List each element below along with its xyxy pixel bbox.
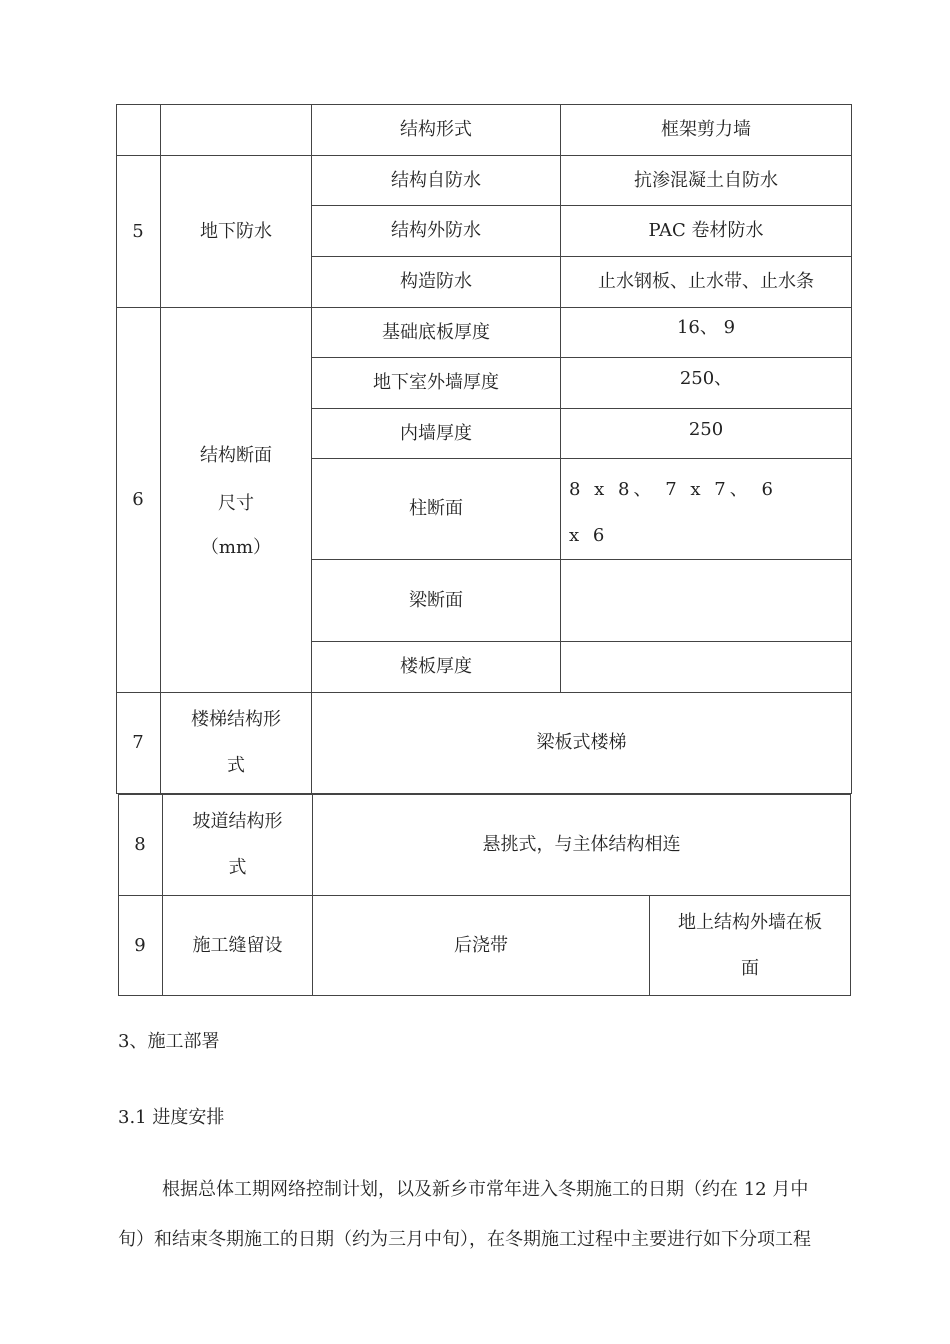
category-line: 楼梯结构形 xyxy=(191,709,281,730)
row-number-cell: 6 xyxy=(132,489,144,511)
category-line: 尺寸 xyxy=(218,493,254,514)
subsection-heading: 3.1 进度安排 xyxy=(118,1107,225,1128)
table-value-cell xyxy=(561,642,851,692)
category-line: （mm） xyxy=(200,537,272,558)
row-category-cell xyxy=(163,795,312,895)
table-item-cell: 结构自防水 xyxy=(391,169,481,191)
table-value-cell: 抗渗混凝土自防水 xyxy=(634,169,778,191)
category-line: 结构断面 xyxy=(200,445,272,466)
category-line: 式 xyxy=(227,755,245,776)
row-category-cell xyxy=(161,308,311,692)
table-item-cell: 结构外防水 xyxy=(391,220,481,242)
category-line: 坡道结构形 xyxy=(192,811,283,832)
extra-line: 面 xyxy=(741,957,759,979)
table-value-cell: 框架剪力墙 xyxy=(661,119,751,141)
section-heading: 3、施工部署 xyxy=(118,1031,220,1052)
extra-line: 地上结构外墙在板 xyxy=(678,911,822,933)
table-item-cell: 基础底板厚度 xyxy=(382,321,490,343)
row-number-cell: 9 xyxy=(134,934,146,956)
row4-number-cell xyxy=(116,105,160,155)
table-value-line: x 6 xyxy=(569,525,609,546)
table-value-cell: 梁板式楼梯 xyxy=(536,732,627,754)
row-category-cell xyxy=(161,693,311,793)
table-item-cell: 楼板厚度 xyxy=(400,656,472,678)
table-value-cell: 后浇带 xyxy=(454,934,508,956)
row4-name-cell xyxy=(161,105,311,155)
table-extra-cell xyxy=(650,896,850,995)
paragraph-line: 旬）和结束冬期施工的日期（约为三月中旬），在冬期施工过程中主要进行如下分项工程 xyxy=(118,1229,811,1250)
table-value-cell: 悬挑式，与主体结构相连 xyxy=(482,834,681,856)
row-number-cell: 7 xyxy=(132,732,144,754)
table-value-cell: 250、 xyxy=(679,368,733,390)
table-value-cell xyxy=(561,560,851,641)
table-item-cell: 内墙厚度 xyxy=(400,422,472,444)
table-value-cell: 250 xyxy=(688,419,724,441)
table-item-cell: 梁断面 xyxy=(409,589,463,611)
row-category-cell: 地下防水 xyxy=(200,220,272,242)
paragraph-line: 根据总体工期网络控制计划，以及新乡市常年进入冬期施工的日期（约在 12 月中 xyxy=(162,1179,809,1200)
row-category-cell: 施工缝留设 xyxy=(192,934,283,956)
table-value-cell: 止水钢板、止水带、止水条 xyxy=(598,271,814,293)
row-number-cell: 5 xyxy=(132,220,144,242)
table-value-line: 8 x 8、 7 x 7、 6 xyxy=(569,479,777,500)
table-item-cell: 柱断面 xyxy=(409,498,463,520)
table-item-cell: 地下室外墙厚度 xyxy=(373,372,499,394)
row-number-cell: 8 xyxy=(134,834,146,856)
category-line: 式 xyxy=(228,857,247,878)
table-value-cell: 16、 9 xyxy=(676,317,736,339)
table-value-cell: PAC 卷材防水 xyxy=(648,220,764,242)
table-item-cell: 结构形式 xyxy=(400,119,472,141)
table-item-cell: 构造防水 xyxy=(400,271,472,293)
